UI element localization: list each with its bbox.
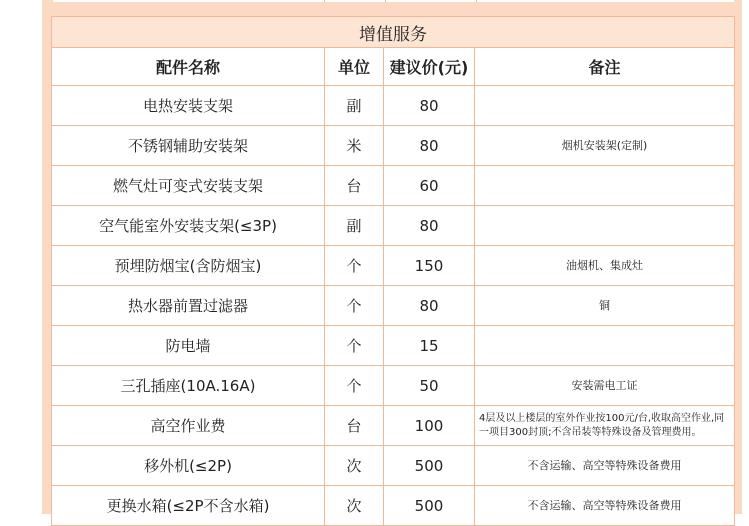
column-header-part-name: 配件名称 [52,48,325,86]
cell-note: 不含运输、高空等特殊设备费用 [475,486,735,526]
cell-part-name: 热水器前置过滤器 [52,286,325,326]
cell-part-name: 三孔插座(10A.16A) [52,366,325,406]
cell-part-name: 空气能室外安装支架(≤3P) [52,206,325,246]
table-row [52,286,735,326]
cell-unit: 次 [325,446,384,486]
cell-part-name: 电热安装支架 [52,86,325,126]
previous-table-divider [324,0,325,2]
table-row [52,486,735,526]
cell-part-name: 预埋防烟宝(含防烟宝) [52,246,325,286]
cell-note: 安装需电工证 [475,366,735,406]
cell-part-name: 燃气灶可变式安装支架 [52,166,325,206]
cell-price: 100 [384,406,475,446]
cell-unit: 副 [325,206,384,246]
section-title-row [52,17,735,48]
cell-unit: 台 [325,166,384,206]
table-row [52,246,735,286]
previous-table-edge [53,0,734,2]
cell-part-name: 不锈钢辅助安装架 [52,126,325,166]
cell-unit: 台 [325,406,384,446]
column-header-note: 备注 [475,48,735,86]
cell-price: 80 [384,206,475,246]
header-row [52,48,735,86]
cell-part-name: 防电墙 [52,326,325,366]
cell-unit: 次 [325,486,384,526]
column-header-price: 建议价(元) [384,48,475,86]
table-row [52,406,735,446]
cell-unit: 个 [325,366,384,406]
previous-table-divider [385,0,386,2]
section-title: 增值服务 [52,17,735,48]
table-row [52,86,735,126]
cell-price: 50 [384,366,475,406]
table-row [52,366,735,406]
cell-price: 15 [384,326,475,366]
cell-note [475,206,735,246]
cell-unit: 个 [325,326,384,366]
previous-table-divider [476,0,477,2]
cell-price: 500 [384,486,475,526]
cell-note: 烟机安装架(定制) [475,126,735,166]
cell-part-name: 更换水箱(≤2P不含水箱) [52,486,325,526]
table-row [52,326,735,366]
cell-note [475,326,735,366]
column-header-unit: 单位 [325,48,384,86]
cell-note: 铜 [475,286,735,326]
table-row [52,206,735,246]
cell-unit: 副 [325,86,384,126]
cell-price: 80 [384,86,475,126]
table-row [52,446,735,486]
cell-part-name: 高空作业费 [52,406,325,446]
cell-price: 60 [384,166,475,206]
cell-price: 80 [384,286,475,326]
table-row [52,126,735,166]
cell-note: 不含运输、高空等特殊设备费用 [475,446,735,486]
cell-note: 油烟机、集成灶 [475,246,735,286]
value-added-services-table [51,16,735,526]
cell-unit: 个 [325,246,384,286]
cell-unit: 米 [325,126,384,166]
cell-price: 150 [384,246,475,286]
cell-note [475,86,735,126]
cell-note: 4层及以上楼层的室外作业按100元/台,收取高空作业,同一项目300封顶;不含吊装等特殊设备及管理费用。 [475,406,735,446]
table-row [52,166,735,206]
cell-price: 500 [384,446,475,486]
cell-price: 80 [384,126,475,166]
cell-unit: 个 [325,286,384,326]
cell-note [475,166,735,206]
cell-part-name: 移外机(≤2P) [52,446,325,486]
